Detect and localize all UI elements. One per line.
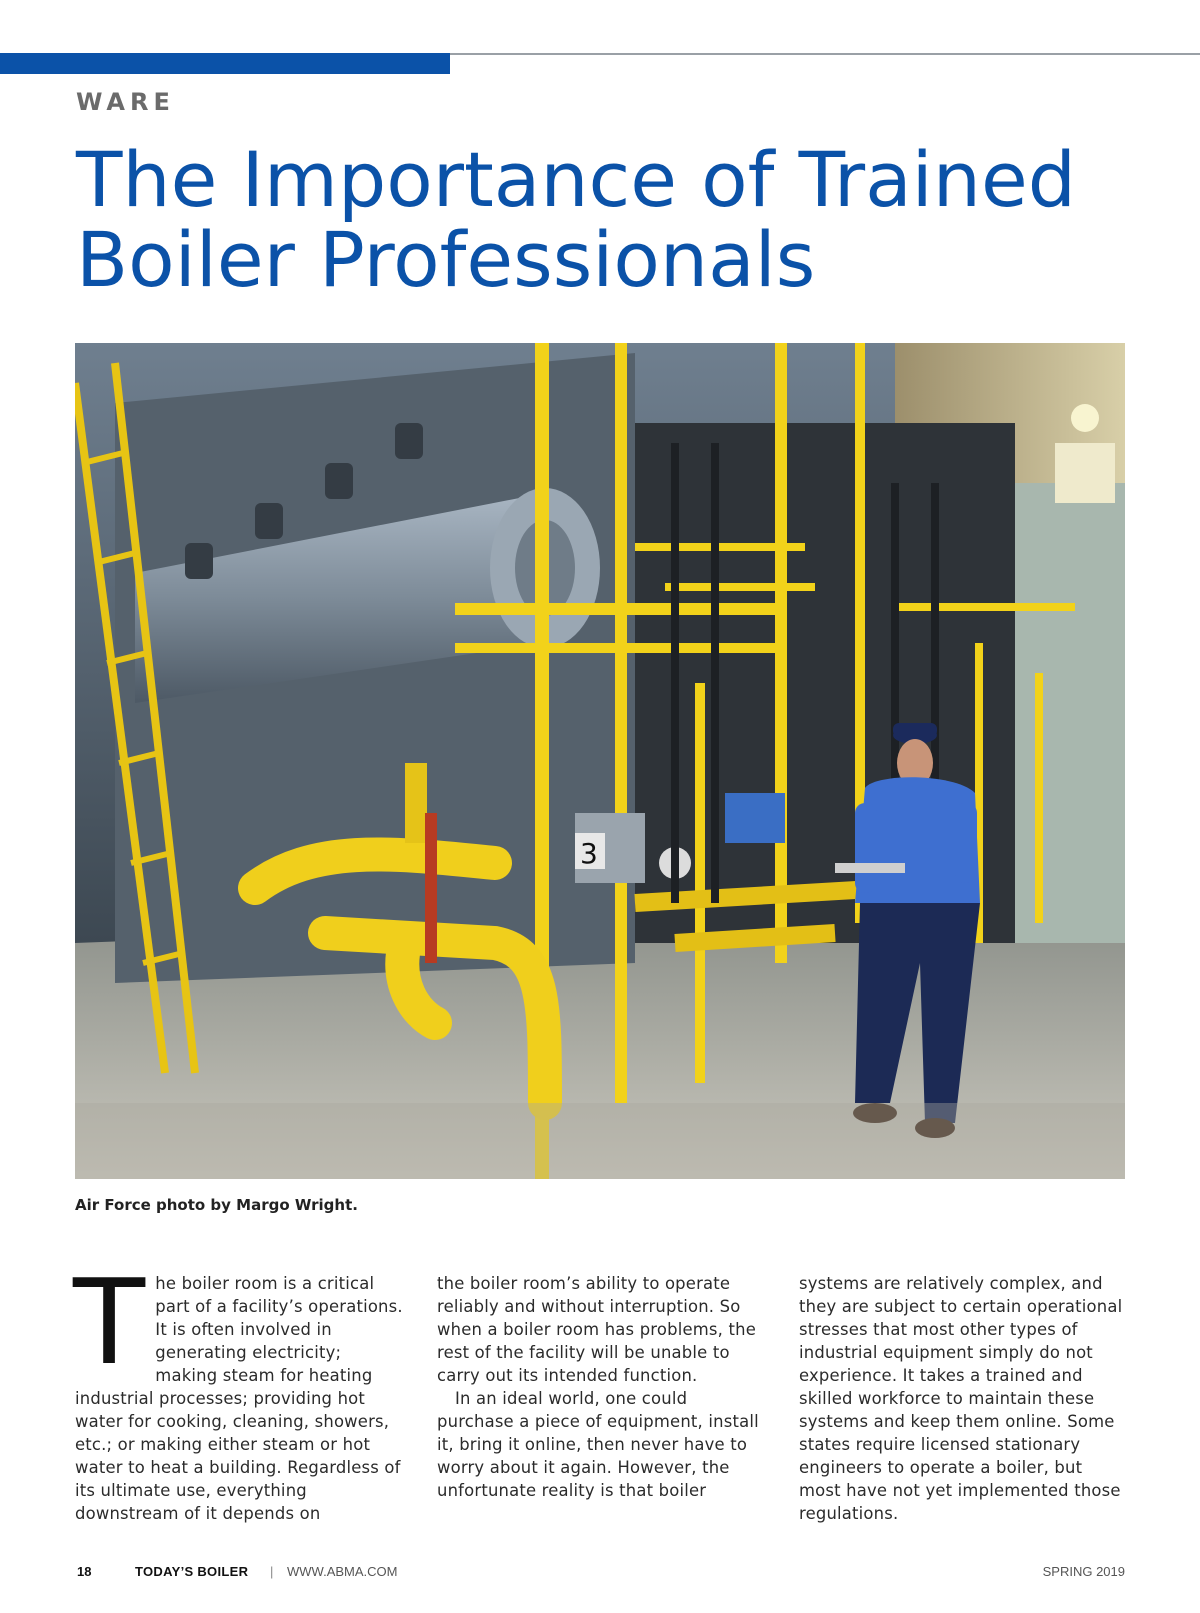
footer-separator: | — [270, 1564, 274, 1579]
body-paragraph: he boiler room is a critical part of a facility’s operations. It is often involved in generating electricity; making steam for heating industrial processes; providing hot water for cooking, cleaning, showers, etc.; or making either steam or hot water to heat a building. Regardless of its ultimate use, everything downstream of it depends on — [75, 1274, 403, 1523]
issue-date: SPRING 2019 — [1042, 1564, 1125, 1579]
photo-caption: Air Force photo by Margo Wright. — [75, 1196, 358, 1214]
article-title — [76, 135, 1176, 304]
website-link[interactable]: WWW.ABMA.COM — [287, 1564, 398, 1579]
body-column-3 — [799, 1272, 1129, 1525]
body-paragraph: the boiler room’s ability to operate reliably and without interruption. So when a boiler room has problems, the rest of the facility will be unable to carry out its intended function. — [437, 1274, 756, 1385]
body-paragraph: In an ideal world, one could purchase a piece of equipment, install it, bring it online, then never have to worry about it again. However, the unfortunate reality is that boiler — [437, 1389, 759, 1500]
body-paragraph: systems are relatively complex, and they are subject to certain operational stresses that most other types of industrial equipment simply do not experience. It takes a trained and skilled workforce to maintain these systems and keep them online. Some states require licensed stationary engineers to operate a boiler, but most have not yet implemented those regulations. — [799, 1274, 1123, 1523]
page-footer — [75, 1564, 1125, 1584]
drop-cap: T — [73, 1253, 146, 1391]
title-line-1: The Importance of Trained — [76, 135, 1076, 224]
body-column-2 — [437, 1272, 765, 1502]
page-number: 18 — [77, 1564, 92, 1579]
body-column-1 — [73, 1253, 403, 1525]
section-color-bar — [0, 53, 450, 74]
title-line-2: Boiler Professionals — [76, 215, 816, 304]
section-label: WARE — [76, 88, 175, 116]
magazine-name: TODAY’S BOILER — [135, 1564, 249, 1579]
gauge-number: 3 — [580, 837, 598, 870]
boiler-room-photo — [75, 343, 1125, 1179]
